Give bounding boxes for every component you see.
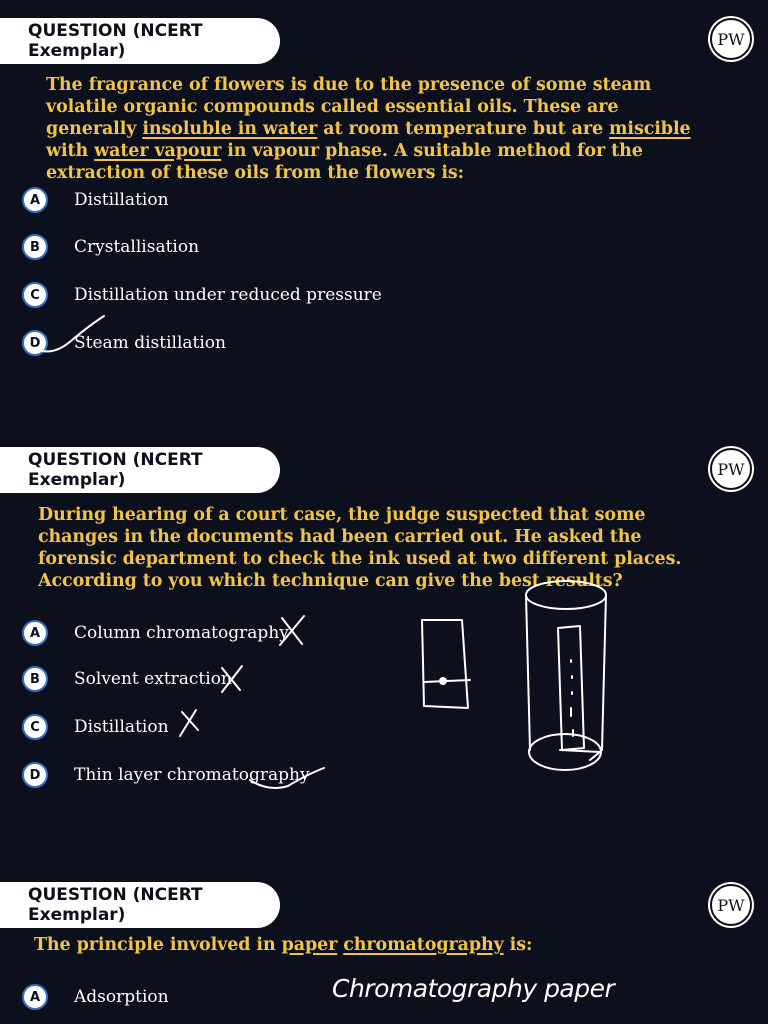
option-badge: D <box>22 762 48 788</box>
jar-strip <box>558 626 584 750</box>
option-badge: B <box>22 666 48 692</box>
svg-text:PW: PW <box>717 30 745 49</box>
pw-logo-icon <box>708 882 754 928</box>
handwritten-note: Chromatography paper <box>332 974 615 1003</box>
option-text: Solvent extraction <box>74 669 232 689</box>
option-text: Adsorption <box>74 987 169 1007</box>
question-panel-3 <box>0 860 768 1024</box>
option-badge: A <box>22 984 48 1010</box>
option-badge: C <box>22 282 48 308</box>
question-text: The fragrance of flowers is due to the presence of some steam volatile organic compounds called essential oils. These are generally insoluble in water at room temperature but are miscible with water vapour in vapour phase. A suitable method for the extraction of these oils from the flowers is: <box>46 75 691 183</box>
cross-mark-a <box>280 616 304 645</box>
question-panel-2 <box>0 430 768 840</box>
question-tag: QUESTION (NCERT Exemplar) <box>0 18 280 64</box>
ink-annotation-tick-q1 <box>0 0 768 400</box>
option-badge: D <box>22 330 48 356</box>
option-text: Steam distillation <box>74 333 226 353</box>
option-text: Distillation under reduced pressure <box>74 285 382 305</box>
option-text: Crystallisation <box>74 237 200 257</box>
question-panel-1 <box>0 0 768 400</box>
option-text: Column chromatography <box>74 623 289 643</box>
option-badge: A <box>22 620 48 646</box>
jar-top <box>526 581 606 609</box>
tick-mark-d <box>250 768 324 788</box>
option-badge: B <box>22 234 48 260</box>
cross-mark-b <box>222 666 242 692</box>
option-text: Distillation <box>74 717 169 737</box>
option-text: Distillation <box>74 190 169 210</box>
tlc-plate-sketch <box>422 620 470 708</box>
option-text: Thin layer chromatography <box>74 765 310 785</box>
option-badge: A <box>22 187 48 213</box>
jar-spots <box>571 660 573 736</box>
question-tag: QUESTION (NCERT Exemplar) <box>0 447 280 493</box>
option-a[interactable] <box>22 984 169 1010</box>
option-badge: C <box>22 714 48 740</box>
ink-annotations-q2 <box>0 430 768 840</box>
question-text: The principle involved in paper chromatography is: <box>34 935 533 955</box>
question-text: During hearing of a court case, the judge suspected that some changes in the documents had been carried out. He asked the forensic department to check the ink used at two different places. According to you which technique can give the best results? <box>38 505 682 591</box>
pw-logo <box>708 882 754 928</box>
question-tag: QUESTION (NCERT Exemplar) <box>0 882 280 928</box>
svg-text:PW: PW <box>717 896 745 915</box>
cross-mark-c <box>180 710 198 736</box>
jar-liquid <box>560 750 600 760</box>
svg-text:PW: PW <box>717 460 745 479</box>
tlc-spot <box>440 678 446 684</box>
jar-body <box>526 595 606 750</box>
